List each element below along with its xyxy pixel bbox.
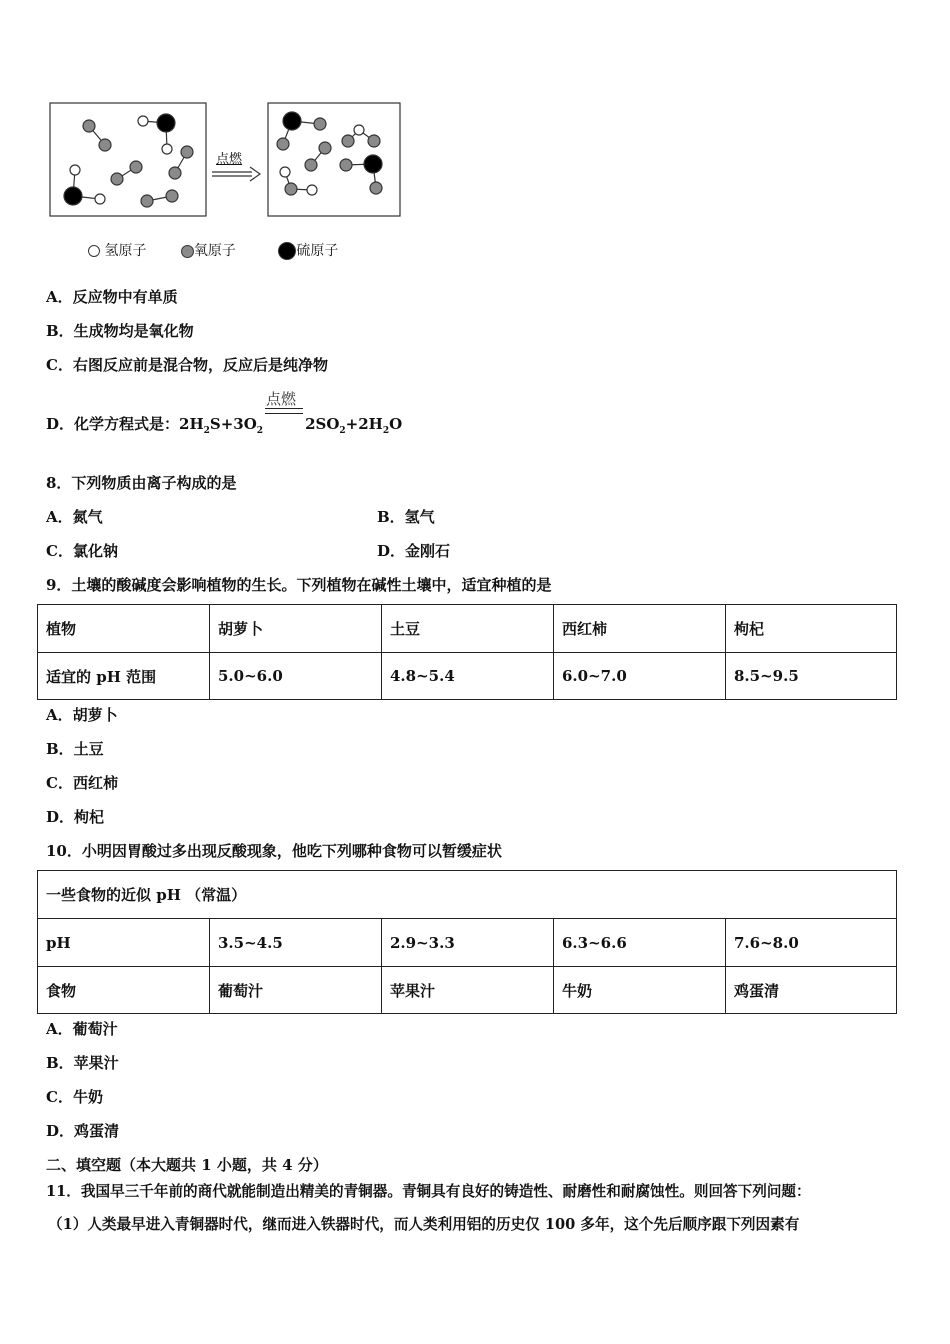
table-cell: 5.0~6.0 bbox=[210, 653, 382, 700]
q10-option-c: C．牛奶 bbox=[46, 1088, 103, 1106]
q10-option-d: D．鸡蛋清 bbox=[46, 1122, 120, 1140]
oxygen-atom bbox=[314, 118, 326, 130]
q7-option-d: D．化学方程式是：$2H_2S+3O_2$ $2SO_2+2H_2O$ bbox=[46, 415, 403, 436]
q10-stem: 10．小明因胃酸过多出现反酸现象，他吃下列哪种食物可以暂缓症状 bbox=[46, 842, 502, 860]
q7-option-b: B．生成物均是氧化物 bbox=[46, 322, 194, 340]
oxygen-atom bbox=[83, 120, 95, 132]
table-cell: 西红柿 bbox=[554, 605, 726, 653]
q8-option-b: B．氢气 bbox=[377, 508, 435, 526]
sulfur-atom bbox=[283, 112, 301, 130]
q11-part1: （1）人类最早进入青铜器时代，继而进入铁器时代，而人类利用铝的历史仅 100 多年，这个先后顺序跟下列因素有 bbox=[48, 1216, 800, 1233]
hydrogen-atom-icon bbox=[88, 245, 100, 257]
q8-option-d: D．金刚石 bbox=[377, 542, 451, 560]
q10-option-b: B．苹果汁 bbox=[46, 1054, 119, 1072]
oxygen-atom bbox=[277, 138, 289, 150]
table-cell: 枸杞 bbox=[726, 605, 897, 653]
table-cell: 食物 bbox=[38, 967, 210, 1014]
table-cell: 胡萝卜 bbox=[210, 605, 382, 653]
hydrogen-atom bbox=[138, 116, 148, 126]
sulfur-atom bbox=[64, 187, 82, 205]
q9-option-a: A．胡萝卜 bbox=[46, 706, 118, 724]
oxygen-atom bbox=[181, 146, 193, 158]
sulfur-atom bbox=[364, 155, 382, 173]
legend-oxygen: 氧原子 bbox=[181, 243, 236, 259]
q9-table bbox=[37, 604, 897, 700]
table-row bbox=[38, 967, 897, 1014]
reactant-formula: $2H_2S+3O_2$ bbox=[179, 415, 264, 436]
product-formula: $2SO_2+2H_2O$ bbox=[305, 415, 403, 436]
oxygen-atom bbox=[285, 183, 297, 195]
table-row bbox=[38, 653, 897, 700]
hydrogen-atom bbox=[95, 194, 105, 204]
legend bbox=[88, 240, 338, 260]
q8-stem: 8．下列物质由离子构成的是 bbox=[46, 474, 237, 492]
legend-hydrogen: 氢原子 bbox=[88, 243, 146, 259]
q10-option-a: A．葡萄汁 bbox=[46, 1020, 118, 1038]
q8-option-a: A．氮气 bbox=[46, 508, 103, 526]
table-cell: 土豆 bbox=[382, 605, 554, 653]
sulfur-atom-icon bbox=[278, 242, 296, 260]
sulfur-atom bbox=[157, 114, 175, 132]
oxygen-atom bbox=[130, 161, 142, 173]
table-cell: 7.6~8.0 bbox=[726, 919, 897, 967]
table-row bbox=[38, 871, 897, 919]
oxygen-atom bbox=[305, 159, 317, 171]
table-cell: 8.5~9.5 bbox=[726, 653, 897, 700]
table-row bbox=[38, 605, 897, 653]
hydrogen-atom bbox=[354, 125, 364, 135]
table-cell: 6.0~7.0 bbox=[554, 653, 726, 700]
q7-option-c: C．右图反应前是混合物，反应后是纯净物 bbox=[46, 356, 328, 374]
table-cell: 牛奶 bbox=[554, 967, 726, 1014]
oxygen-atom bbox=[340, 159, 352, 171]
oxygen-atom bbox=[166, 190, 178, 202]
q11-stem: 11．我国早三千年前的商代就能制造出精美的青铜器。青铜具有良好的铸造性、耐磨性和耐腐蚀性。则回答下列问题： bbox=[46, 1183, 811, 1200]
hydrogen-atom bbox=[70, 165, 80, 175]
oxygen-atom bbox=[368, 135, 380, 147]
q10-table bbox=[37, 870, 897, 1014]
hydrogen-atom bbox=[280, 167, 290, 177]
q8-option-c: C．氯化钠 bbox=[46, 542, 118, 560]
hydrogen-atom bbox=[162, 144, 172, 154]
oxygen-atom bbox=[342, 135, 354, 147]
table-cell: pH bbox=[38, 919, 210, 967]
q9-option-d: D．枸杞 bbox=[46, 808, 105, 826]
oxygen-atom bbox=[99, 139, 111, 151]
q9-option-c: C．西红柿 bbox=[46, 774, 118, 792]
table-cell: 适宜的 pH 范围 bbox=[38, 653, 210, 700]
legend-sulfur: 硫原子 bbox=[278, 243, 338, 259]
table-cell: 6.3~6.6 bbox=[554, 919, 726, 967]
table-cell: 苹果汁 bbox=[382, 967, 554, 1014]
table-row bbox=[38, 919, 897, 967]
table-cell: 3.5~4.5 bbox=[210, 919, 382, 967]
arrow-label: 点燃 bbox=[216, 152, 243, 167]
table-cell: 鸡蛋清 bbox=[726, 967, 897, 1014]
section-title: 二、填空题（本大题共 1 小题，共 4 分） bbox=[46, 1156, 328, 1174]
oxygen-atom bbox=[319, 142, 331, 154]
table-cell: 葡萄汁 bbox=[210, 967, 382, 1014]
hydrogen-atom bbox=[307, 185, 317, 195]
oxygen-atom bbox=[111, 173, 123, 185]
table-cell: 植物 bbox=[38, 605, 210, 653]
oxygen-atom bbox=[370, 182, 382, 194]
q9-stem: 9．土壤的酸碱度会影响植物的生长。下列植物在碱性土壤中，适宜种植的是 bbox=[46, 576, 552, 594]
table-cell: 2.9~3.3 bbox=[382, 919, 554, 967]
q7-option-d-condition: 点燃 bbox=[266, 390, 297, 408]
q9-option-b: B．土豆 bbox=[46, 740, 104, 758]
oxygen-atom bbox=[169, 167, 181, 179]
table-cell: 4.8~5.4 bbox=[382, 653, 554, 700]
oxygen-atom-icon bbox=[181, 245, 194, 258]
table-header-cell: 一些食物的近似 pH （常温） bbox=[38, 871, 897, 919]
q7-option-a: A．反应物中有单质 bbox=[46, 288, 178, 306]
oxygen-atom bbox=[141, 195, 153, 207]
